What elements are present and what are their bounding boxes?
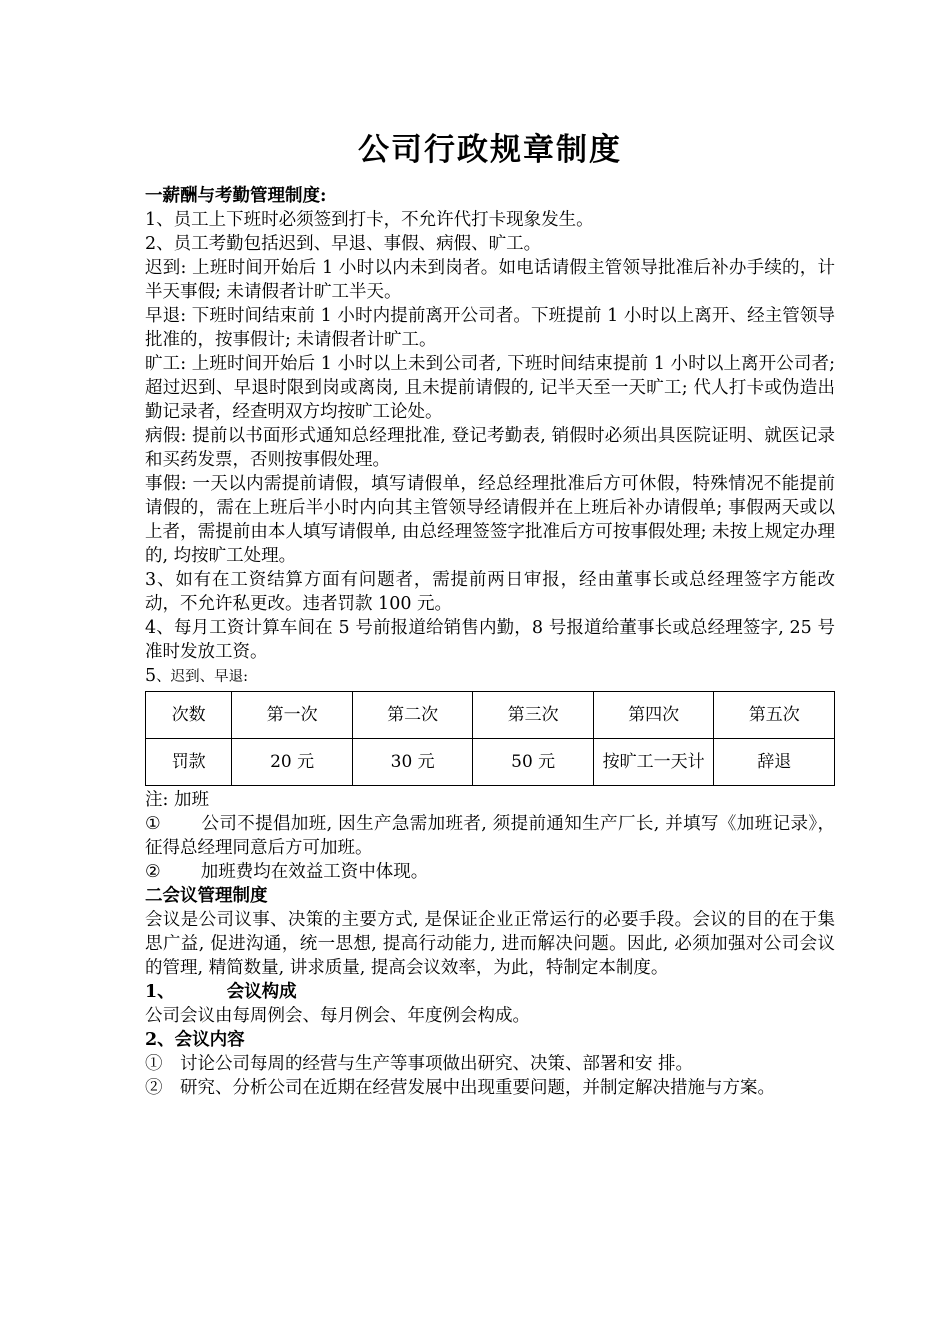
table-cell: 20 元 <box>232 739 353 786</box>
table-cell: 50 元 <box>473 739 594 786</box>
table-cell: 第二次 <box>352 692 473 739</box>
overtime-note-2 <box>145 860 835 884</box>
table-header-row <box>146 692 835 739</box>
document-title: 公司行政规章制度 <box>358 132 622 168</box>
subsection-1-title: 会议构成 <box>226 982 297 1002</box>
rule-personal-leave: 事假: 一天以内需提前请假，填写请假单，经总经理批准后方可休假，特殊情况不能提前请假的，需在上班后半小时内向其主管领导经请假并在上班后补办请假单; 事假两天或以上者，需提前由本人填写请假单, 由总经理签签字批准后方可按事假处理; 未按上规定办理的, 均按旷工处理。 <box>145 474 835 566</box>
table-cell: 按旷工一天计 <box>593 739 714 786</box>
table-cell: 第五次 <box>714 692 835 739</box>
table-cell: 次数 <box>146 692 232 739</box>
table-cell: 第三次 <box>473 692 594 739</box>
overtime-note-1 <box>145 812 835 860</box>
note-1-text: 公司不提倡加班, 因生产急需加班者, 须提前通知生产厂长, 并填写《加班记录》，征得总经理同意后方可加班。 <box>145 814 835 858</box>
meeting-composition: 公司会议由每周例会、每月例会、年度例会构成。 <box>145 1006 530 1026</box>
overtime-note-label: 注: 加班 <box>145 790 209 810</box>
meeting-subsection-2: 2、会议内容 <box>145 1030 245 1050</box>
table-cell: 第四次 <box>593 692 714 739</box>
rule-item-2: 2、员工考勤包括迟到、早退、事假、病假、旷工。 <box>145 234 542 254</box>
section1-heading: 一薪酬与考勤管理制度: <box>145 186 327 206</box>
meeting-intro: 会议是公司议事、决策的主要方式, 是保证企业正常运行的必要手段。会议的目的在于集思广益, 促进沟通，统一思想, 提高行动能力, 进而解决问题。因此, 必须加强对公司会议的管理, 精简数量, 讲求质量, 提高会议效率，为此，特制定本制度。 <box>145 910 835 978</box>
section2-heading: 二会议管理制度 <box>145 886 268 906</box>
table-cell: 辞退 <box>714 739 835 786</box>
note-1-mark: ① <box>145 814 162 834</box>
rule-sick-leave: 病假: 提前以书面形式通知总经理批准, 登记考勤表, 销假时必须出具医院证明、就医记录和买药发票，否则按事假处理。 <box>145 426 835 470</box>
note-2-text: 加班费均在效益工资中体现。 <box>200 862 429 882</box>
rule-item-1: 1、员工上下班时必须签到打卡，不允许代打卡现象发生。 <box>145 210 594 230</box>
table-cell: 30 元 <box>352 739 473 786</box>
rule-item-4: 4、每月工资计算车间在 5 号前报道给销售内勤，8 号报道给董事长或总经理签字, 25 号准时发放工资。 <box>145 618 835 662</box>
table-cell: 罚款 <box>146 739 232 786</box>
rule-absence: 旷工: 上班时间开始后 1 小时以上未到公司者, 下班时间结束提前 1 小时以上离开公司者; 超过迟到、早退时限到岗或离岗, 且未提前请假的, 记半天至一天旷工; 代人打卡或伪造出勤记录者，经查明双方均按旷工论处。 <box>145 354 835 422</box>
rule-item-5 <box>145 664 835 689</box>
meeting-subsection-1 <box>145 980 835 1004</box>
rule-late: 迟到: 上班时间开始后 1 小时以内未到岗者。如电话请假主管领导批准后补办手续的，计半天事假; 未请假者计旷工半天。 <box>145 258 835 302</box>
meeting-content-2: ② 研究、分析公司在近期在经营发展中出现重要问题，并制定解决措施与方案。 <box>145 1078 775 1098</box>
table-cell: 第一次 <box>232 692 353 739</box>
table-row <box>146 739 835 786</box>
rule-item-5-text: 、迟到、早退: <box>156 669 249 685</box>
meeting-content-1: ① 讨论公司每周的经营与生产等事项做出研究、决策、部署和安 排。 <box>145 1054 694 1074</box>
rule-item-5-number: 5 <box>145 666 157 686</box>
rule-early-leave: 早退: 下班时间结束前 1 小时内提前离开公司者。下班提前 1 小时以上离开、经主管领导批准的，按事假计; 未请假者计旷工。 <box>145 306 835 350</box>
rule-item-3: 3、如有在工资结算方面有问题者，需提前两日审报，经由董事长或总经理签字方能改动，不允许私更改。违者罚款 100 元。 <box>145 570 835 614</box>
note-2-mark: ② <box>145 862 161 882</box>
document-page <box>145 128 835 1100</box>
subsection-1-number: 1、 <box>145 982 175 1002</box>
fines-table <box>145 691 835 786</box>
